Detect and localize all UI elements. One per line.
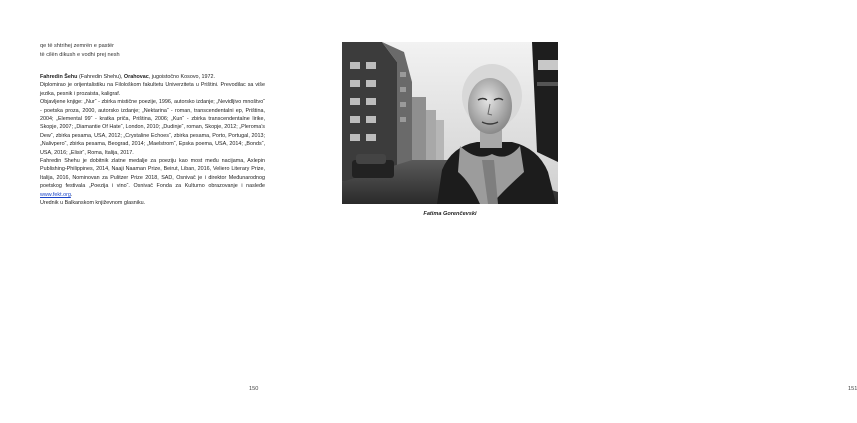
page-number-left: 150 bbox=[249, 386, 259, 392]
awards-end: . bbox=[70, 191, 73, 198]
author-name-alt: (Fahredin Shehu), bbox=[77, 74, 124, 80]
portrait-photo-drawing bbox=[342, 42, 558, 204]
poem-line: qe të shtrihej zemrën e pastër bbox=[40, 43, 114, 49]
fekt-link[interactable]: www.fekt.org bbox=[40, 191, 71, 198]
photo-caption: Fatima Gorenčevski bbox=[423, 211, 477, 217]
bio-study: Diplomirao je orijentalistiku na Filološkom fakultetu Univerziteta u Prištini. Prevodilac sa više jezika, pesnik i prozaista, kaligraf. bbox=[40, 82, 265, 97]
birth-details: , jugoistočno Kosovo, 1972. bbox=[148, 74, 216, 80]
left-page bbox=[0, 0, 300, 423]
portrait-photo bbox=[342, 42, 558, 204]
poem-excerpt bbox=[40, 42, 120, 60]
bio-awards bbox=[40, 157, 265, 199]
author-biography bbox=[40, 73, 265, 208]
bio-editor: Urednik u Balkanskom književnom glasniku. bbox=[40, 200, 146, 207]
awards-text: Fahredin Shehu je dobitnik zlatne medalje za poeziju kao most među nacijama, Axlepin Publishing-Philippines, 2014, Naaji Naaman Prize, Beirut, Liban, 2016, Veliero Literary Prize, Italija, 2016, Nominovan za Pulitzer Prize 2018, SAD, Osnivač je i direktor Međunarodnog poetskog festivala „Poezija i vino“. Osnivač Fonda za Kulturno obrazovanje i nasleđe bbox=[40, 158, 265, 190]
author-name: Fahredin Šehu bbox=[40, 74, 78, 80]
bio-published-books: Objavljene knjige: „Nur“ - zbirka mističnе poezije, 1996, autorsko izdanje; „Nevidljivo mnoštvo“ - poetska proza, 2000, autorsko izdanje; „Nektarina“ - roman, transcendentalni ep, Priština, 2004; „Elemental 99“ - kratka priča, Priština, 2006; „Kun“ - zbirka transcendentalne lirike, Skopje, 2007; „Diamantie Of Hate“, London, 2010; „Dudinje“, roman, Skopje, 2012; „Pleroma’s Dew“, zbirka pesama, USA, 2012; „Crystaline Echoes“, zbirka pesama, Porto, Portugal, 2013; „Nalivpero“, zbirka pesama, Beograd, 2014; „Maelstrom“, Epska poema, USA, 2014; „Bonds“, USA, 2016; „Elisir“, Roma, Italija, 2017. bbox=[40, 99, 265, 156]
page-number-right: 151 bbox=[848, 386, 857, 392]
birthplace: Orahovac bbox=[123, 74, 149, 80]
poem-line: të cilën dikush e vodhi prej nesh bbox=[40, 52, 120, 58]
bio-intro bbox=[40, 73, 265, 81]
